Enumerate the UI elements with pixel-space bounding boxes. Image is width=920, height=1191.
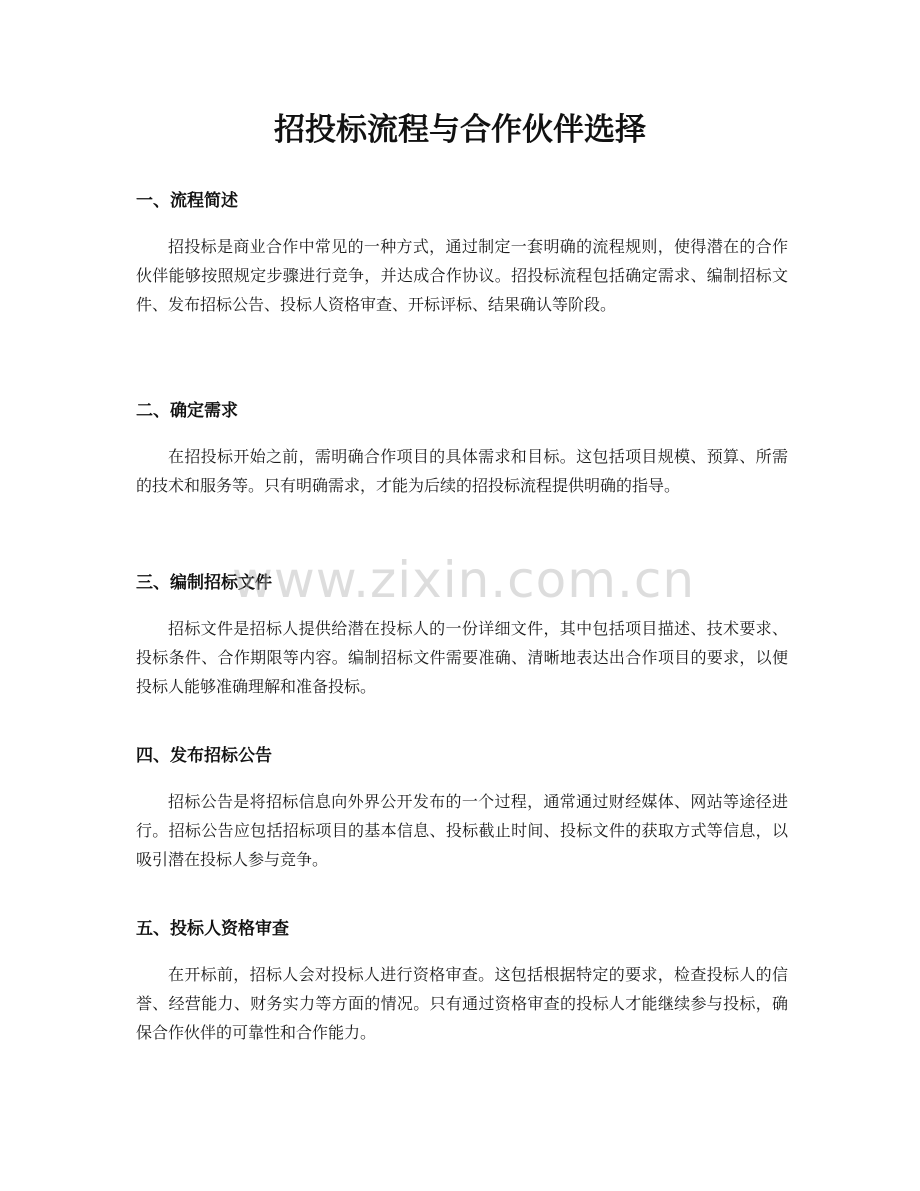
section-heading: 二、确定需求 [136, 401, 238, 421]
watermark: www.zixin.com.cn [232, 551, 696, 609]
page-title: 招投标流程与合作伙伴选择 [274, 112, 646, 148]
section-heading: 五、投标人资格审查 [136, 919, 289, 939]
section-prepare-tender-documents [136, 570, 788, 701]
section-publish-tender-notice [136, 743, 788, 874]
section-heading: 三、编制招标文件 [136, 573, 272, 593]
section-heading: 一、流程简述 [136, 191, 238, 211]
section-paragraph: 招标文件是招标人提供给潜在投标人的一份详细文件，其中包括项目描述、技术要求、投标条件、合作期限等内容。编制招标文件需要准确、清晰地表达出合作项目的要求，以便投标人能够准确理解和准备投标。 [136, 619, 788, 696]
section-process-overview [136, 188, 788, 319]
section-paragraph: 招投标是商业合作中常见的一种方式，通过制定一套明确的流程规则，使得潜在的合作伙伴能够按照规定步骤进行竞争，并达成合作协议。招投标流程包括确定需求、编制招标文件、发布招标公告、投标人资格审查、开标评标、结果确认等阶段。 [136, 237, 788, 314]
section-determine-requirements [136, 398, 788, 500]
section-heading: 四、发布招标公告 [136, 746, 272, 766]
section-bidder-qualification-review [136, 916, 788, 1047]
section-paragraph: 在招投标开始之前，需明确合作项目的具体需求和目标。这包括项目规模、预算、所需的技术和服务等。只有明确需求，才能为后续的招投标流程提供明确的指导。 [136, 447, 788, 495]
section-paragraph: 在开标前，招标人会对投标人进行资格审查。这包括根据特定的要求，检查投标人的信誉、经营能力、财务实力等方面的情况。只有通过资格审查的投标人才能继续参与投标，确保合作伙伴的可靠性和合作能力。 [136, 965, 788, 1042]
section-paragraph: 招标公告是将招标信息向外界公开发布的一个过程，通常通过财经媒体、网站等途径进行。招标公告应包括招标项目的基本信息、投标截止时间、投标文件的获取方式等信息，以吸引潜在投标人参与竞争。 [136, 792, 788, 869]
